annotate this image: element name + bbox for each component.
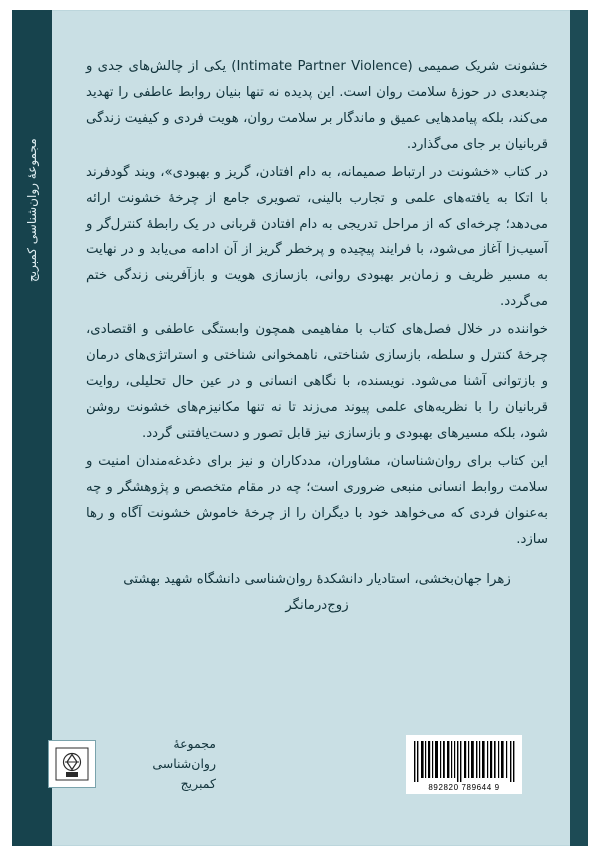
endorsement-line: زهرا جهان‌بخشی، استادیار دانشکدهٔ روان‌شناسی دانشگاه شهید بهشتی bbox=[123, 571, 511, 587]
back-cover-blurb bbox=[86, 54, 548, 620]
endorsement-line: زوج‌درمانگر bbox=[285, 598, 349, 614]
blurb-paragraph: این کتاب برای روان‌شناسان، مشاوران، مددکاران و نیز برای دغدغه‌مندان امنیت و سلامت روابط انسانی منبعی ضروری است؛ چه در مقام متخصص و پژوهشگر و چه به‌عنوان فردی که می‌خواهد خود با دیگران را از چرخهٔ خاموش خشونت آگاه و رها سازد. bbox=[86, 453, 548, 547]
isbn-barcode bbox=[406, 735, 522, 794]
blurb-paragraph: خواننده در خلال فصل‌های کتاب با مفاهیمی همچون وابستگی عاطفی و اقتصادی، چرخهٔ کنترل و سلطه، بازسازی شناختی، ناهمخوانی شناختی و استراتژی‌های درمان و بازتوانی آشنا می‌شود. نویسنده، با نگاهی انسانی و در عین حال تحلیلی، روایت قربانیان را با نظریه‌های علمی پیوند می‌زند تا نه تنها مکانیزم‌های خشونت روشن شود، بلکه مسیرهای بهبودی و بازسازی نیز قابل تصور و دست‌یافتنی گردد. bbox=[86, 322, 548, 441]
blurb-paragraph: در کتاب «خشونت در ارتباط صمیمانه، به دام افتادن، گریز و بهبودی»، ویند گودفرند با اتکا به یافته‌های علمی و تجارب بالینی، تصویری جامع از چرخهٔ خشونت ارائه می‌دهد؛ چرخه‌ای که از مراحل تدریجی به دام افتادن قربانی در یک رابطهٔ کنترل‌گر و آسیب‌زا آغاز می‌شود، با فرایند پیچیده و پرخطر گریز از آن ادامه می‌یابد و در نهایت به مسیر ظریف و زمان‌بر بهبودی روانی، بازسازی هویت و بازآفرینی زندگی ختم می‌گردد. bbox=[86, 164, 548, 310]
isbn-number: 9 789644 892820 bbox=[428, 782, 500, 792]
publisher-line-2: کمبریج bbox=[180, 776, 216, 791]
right-edge-strip bbox=[570, 10, 588, 846]
blurb-paragraph: خشونت شریک صمیمی (Intimate Partner Violence) یکی از چالش‌های جدی و چندبعدی در حوزهٔ سلامت روان است. این پدیده نه تنها بنیان روابط عاطفی را تهدید می‌کند، بلکه پیامدهایی عمیق و ماندگار بر سلامت روان، هویت فردی و کیفیت زندگی قربانیان بر جای می‌گذارد. bbox=[86, 59, 548, 152]
publisher-name bbox=[106, 734, 216, 794]
spine-title: مجموعهٔ روان‌شناسی کمبریج bbox=[25, 138, 39, 282]
cover-background bbox=[12, 10, 588, 846]
publisher-line-1: مجموعهٔ روان‌شناسی bbox=[152, 736, 216, 771]
publisher-logo-icon bbox=[48, 740, 96, 788]
spine-band bbox=[12, 10, 52, 846]
cover-footer bbox=[48, 734, 548, 794]
publisher-block bbox=[48, 734, 216, 794]
endorsement-block bbox=[86, 567, 548, 620]
